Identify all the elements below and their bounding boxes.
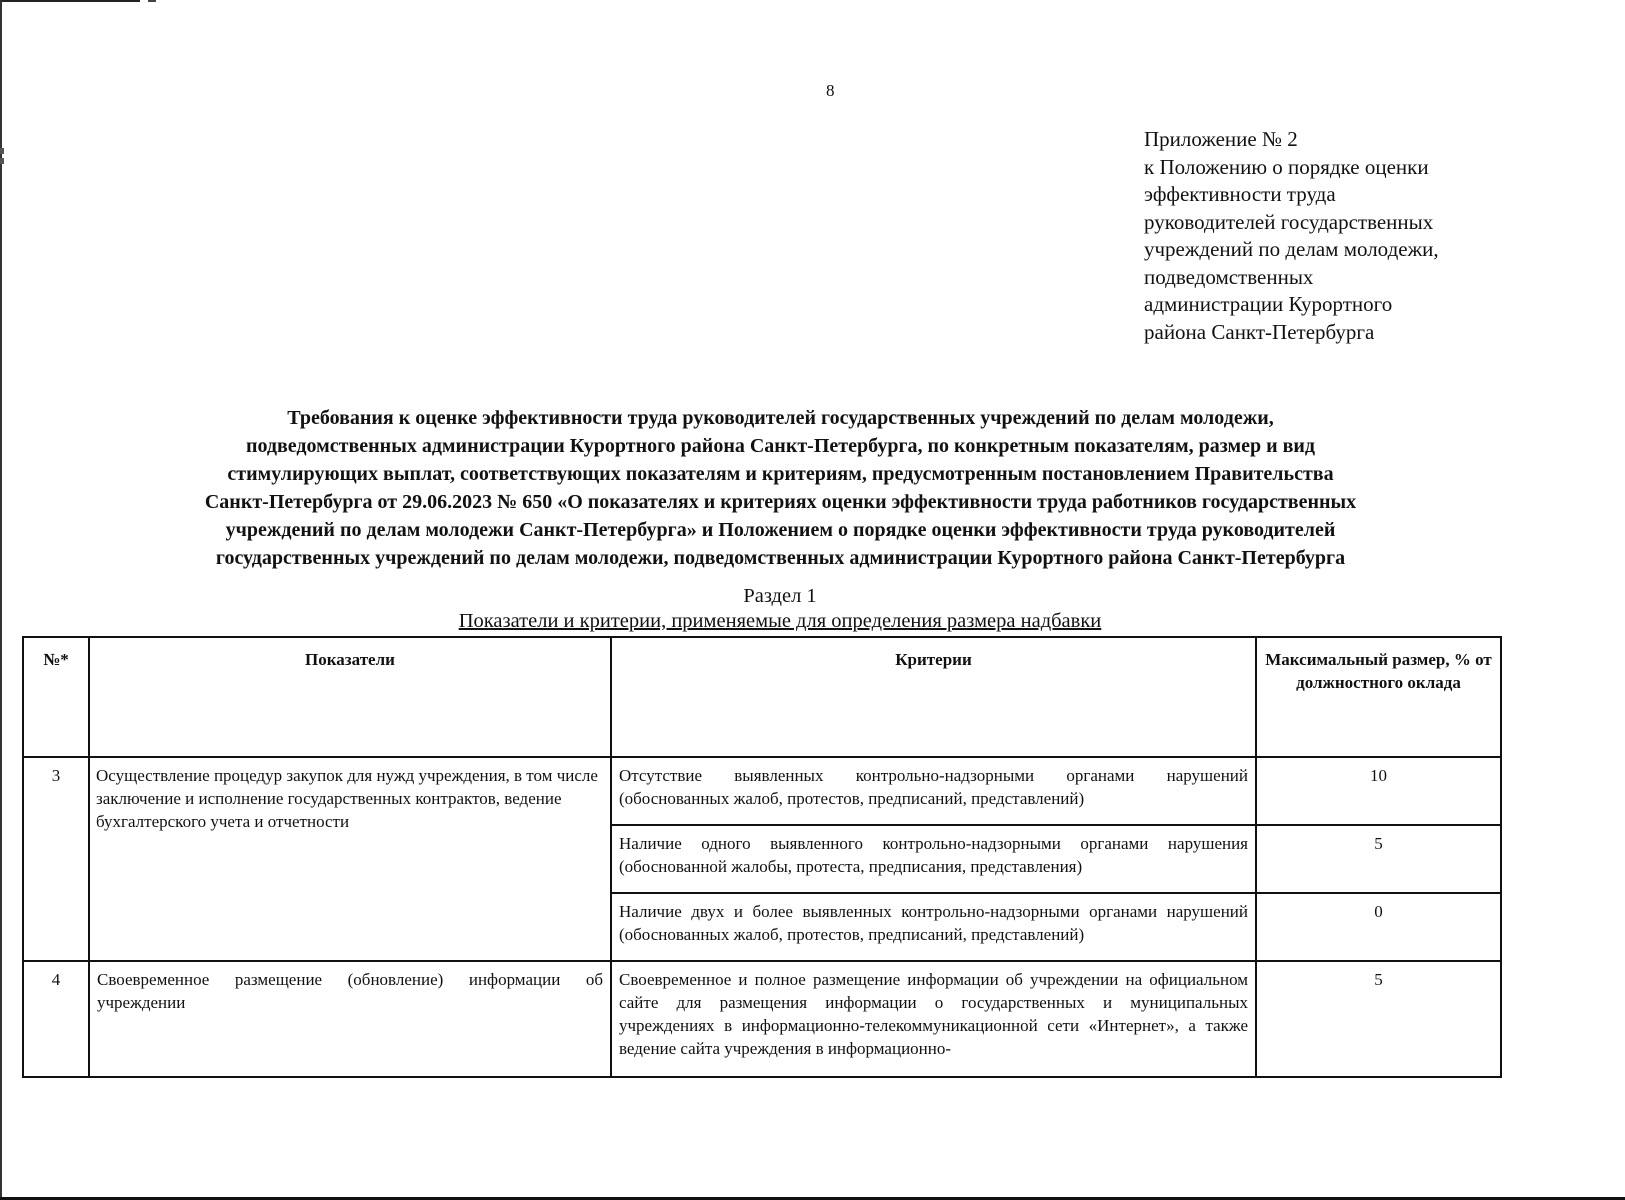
- section-subtitle: Показатели и критерии, применяемые для определения размера надбавки: [458, 610, 1102, 632]
- title-line: подведомственных администрации Курортного района Санкт-Петербурга, по конкретным показателям, размер и вид: [245, 435, 1316, 457]
- appendix-note: [1144, 126, 1439, 346]
- scan-mark-left: [0, 158, 4, 164]
- indicator-cell: Осуществление процедур закупок для нужд учреждения, в том числе заключение и исполнение государственных контрактов, ведение бухгалтерского учета и отчетности: [89, 757, 611, 961]
- scan-mark-left: [0, 148, 4, 154]
- indicator-cell: Своевременное размещение (обновление) информации об учреждении: [89, 961, 611, 1077]
- scan-mark-top: [148, 0, 156, 2]
- title-line: Санкт-Петербурга от 29.06.2023 № 650 «О показателях и критериях оценки эффективности труда работников государственных: [204, 491, 1357, 513]
- criteria-cell: Отсутствие выявленных контрольно-надзорными органами нарушений (обоснованных жалоб, протестов, предписаний, представлений): [611, 757, 1256, 825]
- criteria-cell: Своевременное и полное размещение информации об учреждении на официальном сайте для размещения информации о государственных и муниципальных учреждениях в информационно-телекоммуникационной сети «Интернет», а также ведение сайта учреждения в информационно-: [611, 961, 1256, 1077]
- header-indicator: Показатели: [89, 637, 611, 757]
- table-header-row: [23, 637, 1501, 757]
- criteria-cell: Наличие одного выявленного контрольно-надзорными органами нарушения (обоснованной жалобы, протеста, предписания, представления): [611, 825, 1256, 893]
- appendix-line: учреждений по делам молодежи,: [1144, 237, 1439, 261]
- criteria-cell: Наличие двух и более выявленных контрольно-надзорными органами нарушений (обоснованных жалоб, протестов, предписаний, представлений): [611, 893, 1256, 961]
- row-number: 4: [23, 961, 89, 1077]
- appendix-line: администрации Курортного: [1144, 292, 1393, 316]
- criteria-table: [22, 636, 1502, 1078]
- scan-edge-top: [0, 0, 140, 2]
- title-line: государственных учреждений по делам молодежи, подведомственных администрации Курортного района Санкт-Петербурга: [215, 547, 1346, 569]
- appendix-line: руководителей государственных: [1144, 209, 1434, 234]
- max-value-cell: 10: [1256, 757, 1501, 825]
- table-row: [23, 961, 1501, 1077]
- appendix-line: эффективности труда: [1144, 182, 1336, 206]
- header-max-size: Максимальный размер, % от должностного оклада: [1256, 637, 1501, 757]
- header-criteria: Критерии: [611, 637, 1256, 757]
- row-number: 3: [23, 757, 89, 961]
- appendix-line: к Положению о порядке оценки: [1144, 154, 1429, 179]
- document-title: [60, 404, 1501, 572]
- section-heading: [330, 584, 1230, 634]
- title-line: Требования к оценке эффективности труда руководителей государственных учреждений по делам молодежи,: [287, 407, 1274, 429]
- table-row: [23, 757, 1501, 825]
- title-line: стимулирующих выплат, соответствующих показателям и критериям, предусмотренным постановлением Правительства: [227, 463, 1334, 485]
- header-num: №*: [23, 637, 89, 757]
- max-value-cell: 5: [1256, 961, 1501, 1077]
- appendix-line: района Санкт-Петербурга: [1144, 319, 1375, 344]
- appendix-line: Приложение № 2: [1144, 127, 1298, 151]
- scan-edge-left: [0, 0, 2, 1200]
- max-value-cell: 5: [1256, 825, 1501, 893]
- page-number: 8: [826, 81, 835, 100]
- max-value-cell: 0: [1256, 893, 1501, 961]
- appendix-line: подведомственных: [1144, 264, 1314, 289]
- section-label: Раздел 1: [743, 585, 817, 607]
- title-line: учреждений по делам молодежи Санкт-Петербурга» и Положением о порядке оценки эффективности труда руководителей: [225, 519, 1336, 541]
